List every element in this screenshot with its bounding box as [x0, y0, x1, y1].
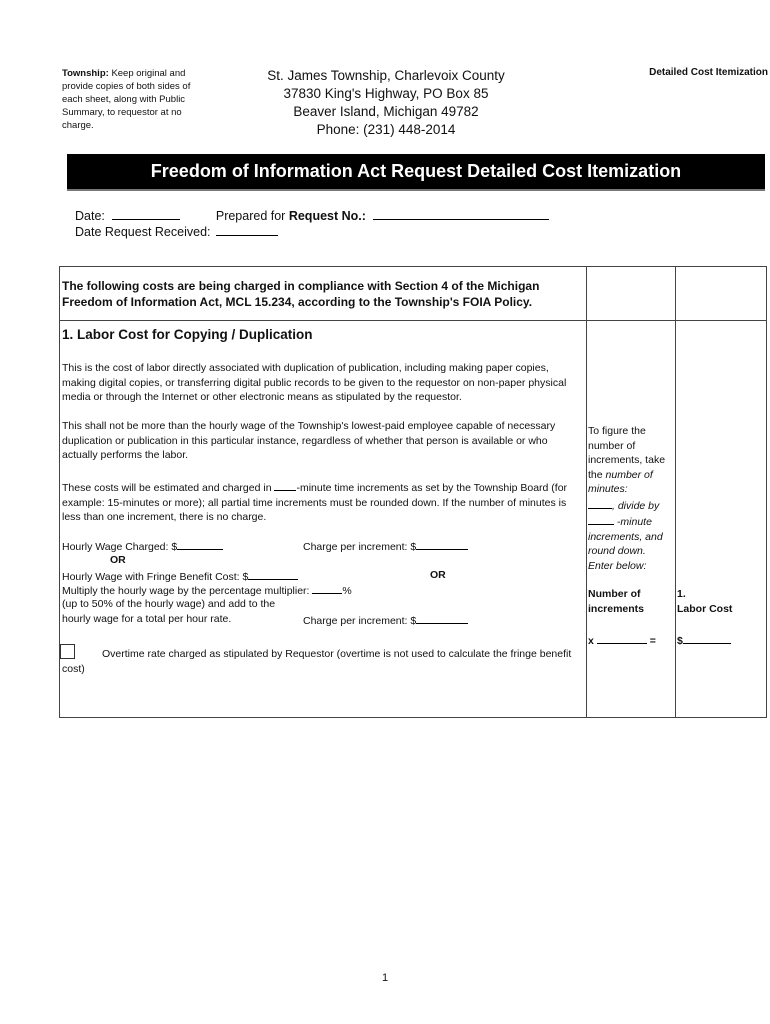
side-line-9-text: round down.	[588, 545, 646, 557]
section-1-para-3	[62, 479, 582, 525]
minutes-field[interactable]	[588, 497, 612, 509]
request-no-field[interactable]	[373, 208, 549, 220]
multiplier-field[interactable]	[312, 582, 342, 594]
side-line-9	[588, 544, 672, 559]
received-row	[75, 224, 278, 239]
charge-per-increment-row-2	[303, 612, 468, 629]
increments-label: increments	[588, 602, 645, 615]
side-line-6	[588, 497, 672, 514]
multiplier-label: Multiply the hourly wage by the percentage multiplier:	[62, 585, 310, 597]
labor-cost-label	[677, 587, 732, 616]
township-address	[258, 67, 514, 139]
hourly-wage-row	[62, 538, 223, 555]
side-line-10-text: Enter below:	[588, 559, 647, 572]
side-line-10	[588, 559, 672, 574]
section-1-para-1: This is the cost of labor directly associated with duplication of publication, including making paper copies, making digital copies, or transferring digital public records to be given to the requestor on non-paper physical media or through the Internet or other electronic means as stipulated by the requestor.	[62, 362, 567, 403]
side-line-1: To figure the	[588, 425, 646, 437]
charge-per-increment-field-2[interactable]	[416, 612, 468, 624]
address-line-2: 37830 King's Highway, PO Box 85	[283, 86, 489, 101]
received-field[interactable]	[216, 224, 278, 236]
number-of-increments-label	[588, 587, 672, 616]
side-line-4-b: number of	[605, 468, 653, 481]
charge-per-increment-label-2: Charge per increment: $	[303, 615, 417, 627]
date-label: Date:	[75, 209, 105, 223]
side-line-5-text: minutes:	[588, 483, 628, 495]
side-line-2: number of	[588, 439, 636, 452]
received-label: Date Request Received:	[75, 225, 211, 239]
para-3-start: These costs will be estimated and charged in	[62, 482, 275, 494]
side-line-7-text: -minute	[614, 516, 652, 528]
address-phone: Phone: (231) 448-2014	[316, 122, 456, 137]
address-line-3: Beaver Island, Michigan 49782	[293, 104, 479, 119]
table-rule-1	[60, 320, 766, 321]
or-label: OR	[110, 554, 126, 566]
labor-cost-field[interactable]	[683, 632, 731, 644]
overtime-text: Overtime rate charged as stipulated by Requestor (overtime is not used to calculate the fringe benefit cost)	[62, 648, 572, 675]
labor-cost-total-row	[677, 632, 731, 649]
charge-per-increment-field[interactable]	[416, 538, 468, 550]
multiply-sign: x	[588, 635, 594, 647]
para-3-end: -minute time increments as set by the Township Board (for example: 15-minutes or more); all partial time increments must be rounded down. If the number of minutes is less than one increment, there is no charge.	[62, 482, 568, 523]
side-line-8	[588, 530, 672, 545]
increments-instructions	[588, 424, 672, 573]
date-field[interactable]	[112, 208, 180, 220]
side-line-8-text: increments, and	[588, 530, 663, 543]
township-note-text: Keep original and provide copies of both sides of each sheet, along with Public Summary, to requestor at no charge.	[62, 68, 191, 131]
percent-sign: %	[342, 585, 352, 597]
fringe-wage-field[interactable]	[248, 568, 298, 580]
page-title: Freedom of Information Act Request Detailed Cost Itemization	[67, 154, 765, 189]
side-line-6-text: , divide by	[612, 499, 660, 512]
date-row	[75, 208, 549, 223]
charge-per-increment-label: Charge per increment: $	[303, 541, 417, 553]
township-note	[62, 67, 202, 132]
section-1-title: 1. Labor Cost for Copying / Duplication	[62, 327, 313, 342]
number-of-label: Number of	[588, 588, 641, 600]
intro-text: The following costs are being charged in compliance with Section 4 of the Michigan Freedom of Information Act, MCL 15.234, according to the Township's FOIA Policy.	[62, 279, 540, 309]
table-divider-2	[675, 267, 676, 717]
prepared-label: Prepared for	[215, 209, 286, 223]
increment-field[interactable]	[588, 513, 614, 525]
page-number: 1	[381, 972, 389, 984]
table-divider-1	[586, 267, 587, 717]
side-line-4	[588, 468, 672, 483]
side-line-5	[588, 482, 672, 497]
hourly-wage-field[interactable]	[177, 538, 223, 550]
dollar-sign: $	[677, 635, 683, 647]
township-note-label: Township:	[62, 68, 109, 79]
upto-text: (up to 50% of the hourly wage) and add to the	[62, 598, 276, 610]
corner-label: Detailed Cost Itemization	[649, 67, 768, 78]
side-line-4-a: the	[588, 468, 606, 481]
side-line-3: increments, take	[588, 454, 666, 466]
increments-field[interactable]	[597, 632, 647, 644]
labor-cost-text: Labor Cost	[677, 602, 733, 615]
labor-cost-number: 1.	[677, 588, 686, 600]
increment-minutes-field[interactable]	[274, 479, 296, 491]
fringe-wage-label: Hourly Wage with Fringe Benefit Cost: $	[62, 571, 249, 583]
charge-per-increment-row-1	[303, 538, 468, 555]
section-1-para-2: This shall not be more than the hourly wage of the Township's lowest-paid employee capable of necessary duplication or publication in this particular instance, regardless of whether that person is available or who actually performs the labor.	[62, 420, 556, 461]
increments-calc-row	[588, 632, 668, 649]
equals-sign: =	[649, 635, 656, 647]
address-line-1: St. James Township, Charlevoix County	[267, 68, 505, 83]
hourly-wage-label: Hourly Wage Charged: $	[62, 541, 178, 553]
hourly-total-text: hourly wage for a total per hour rate.	[62, 613, 232, 625]
side-line-7	[588, 513, 672, 530]
request-label: Request No.:	[288, 209, 366, 223]
or-label-2: OR	[430, 569, 446, 581]
